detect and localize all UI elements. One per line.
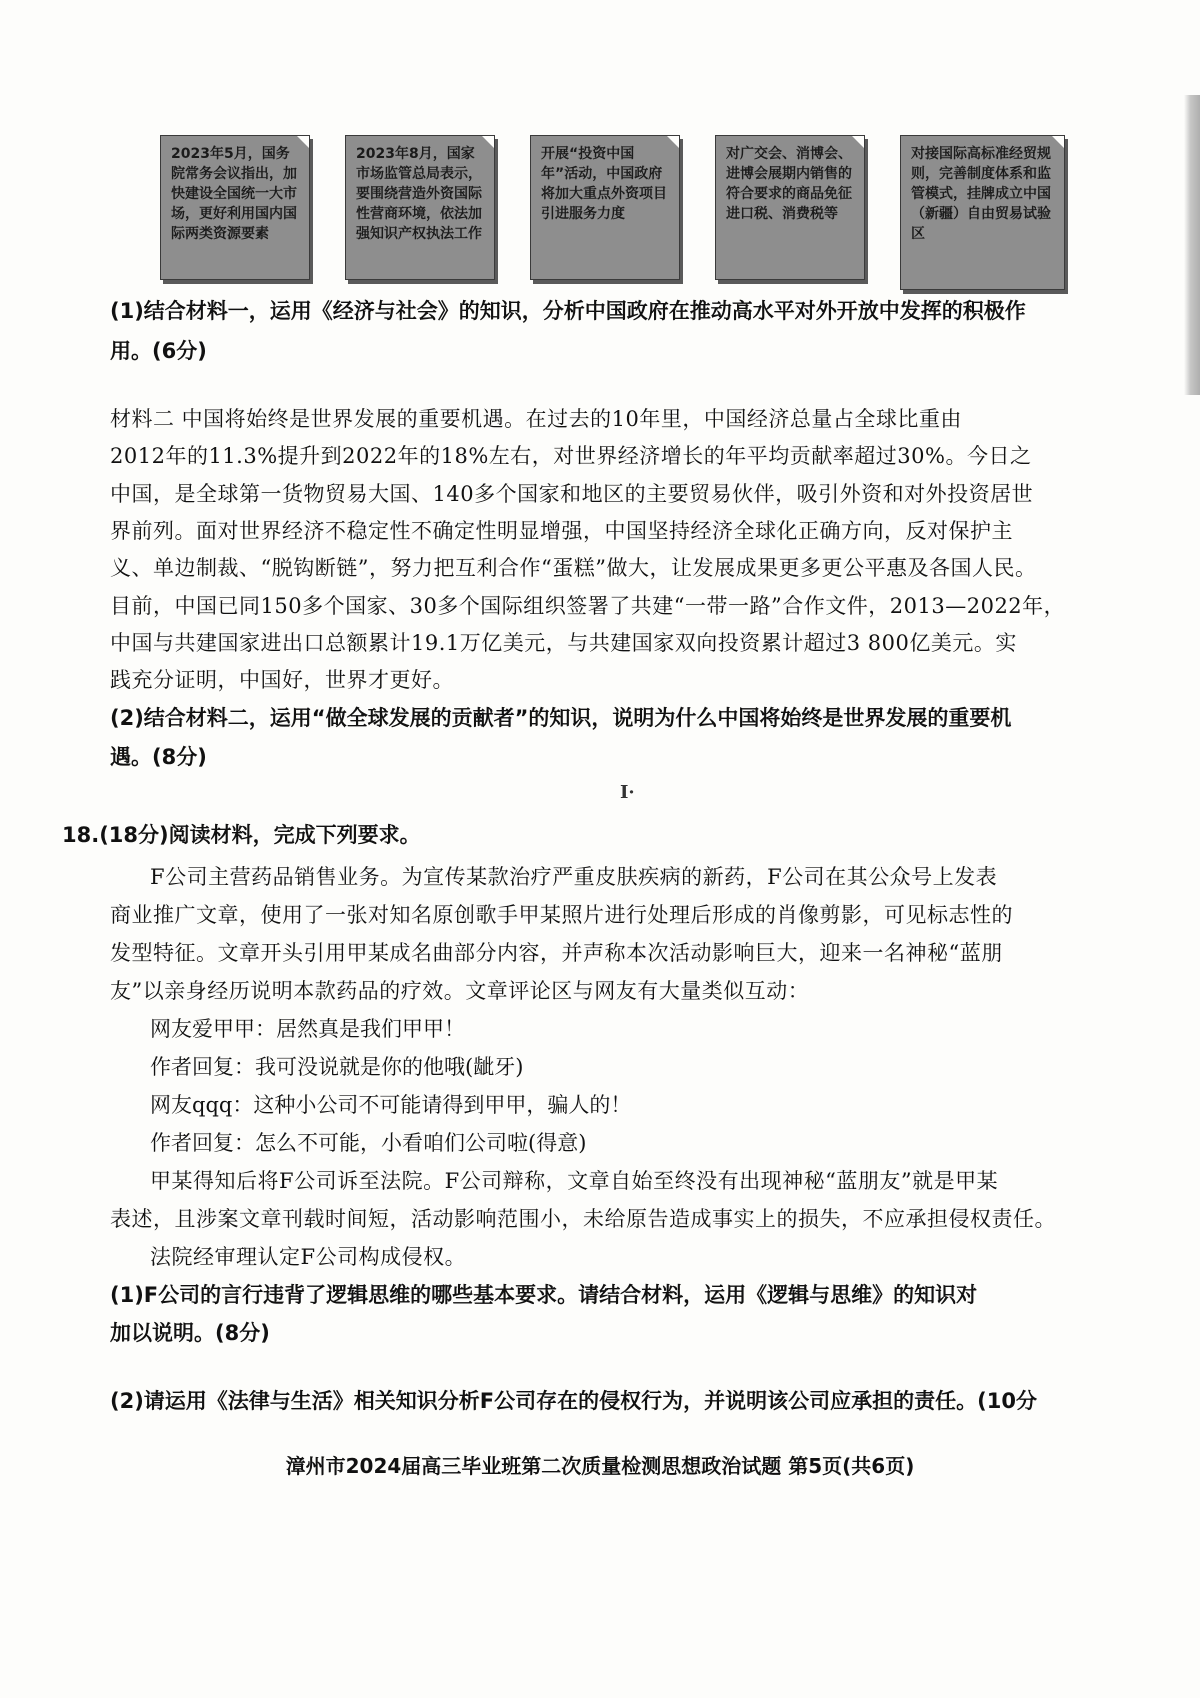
scan-edge-shadow (1184, 95, 1200, 395)
dialogue-line-3: 网友qqq：这种小公司不可能请得到甲甲，骗人的！ (150, 1093, 632, 1117)
q18-1-line-2: 加以说明。(8分) (110, 1321, 270, 1345)
material1-box-3: 开展“投资中国年”活动，中国政府将加大重点外资项目引进服务力度 (530, 135, 680, 280)
material2-line-7: 中国与共建国家进出口总额累计19.1万亿美元，与共建国家双向投资累计超过3 800亿美元。实 (110, 631, 1017, 655)
dialogue-line-1: 网友爱甲甲：居然真是我们甲甲！ (150, 1017, 465, 1041)
material1-box-2: 2023年8月，国家市场监管总局表示，要围绕营造外资国际性营商环境，依法加强知识产权执法工作 (345, 135, 495, 280)
q18-material-line-3: 发型特征。文章开头引用甲某成名曲部分内容，并声称本次活动影响巨大，迎来一名神秘“蓝朋 (110, 941, 1003, 965)
q18-heading: 18.(18分)阅读材料，完成下列要求。 (62, 823, 421, 847)
q18-2-line: (2)请运用《法律与生活》相关知识分析F公司存在的侵权行为，并说明该公司应承担的责任。(10分 (110, 1389, 1037, 1413)
material1-box-1: 2023年5月，国务院常务会议指出，加快建设全国统一大市场，更好利用国内国际两类资源要素 (160, 135, 310, 280)
q18-material-line-1: F公司主营药品销售业务。为宣传某款治疗严重皮肤疾病的新药，F公司在其公众号上发表 (150, 865, 998, 889)
q18-after-line-2: 表述，且涉案文章刊载时间短，活动影响范围小，未给原告造成事实上的损失，不应承担侵权责任。 (110, 1207, 1056, 1231)
material1-box-5: 对接国际高标准经贸规则，完善制度体系和监管模式，挂牌成立中国（新疆）自由贸易试验区 (900, 135, 1065, 290)
material2-line-5: 义、单边制裁、“脱钩断链”，努力把互利合作“蛋糕”做大，让发展成果更多更公平惠及各国人民。 (110, 556, 1037, 580)
q18-material-line-2: 商业推广文章，使用了一张对知名原创歌手甲某照片进行处理后形成的肖像剪影，可见标志性的 (110, 903, 1013, 927)
page-footer: 漳州市2024届高三毕业班第二次质量检测思想政治试题 第5页(共6页) (285, 1454, 915, 1478)
dialogue-line-4: 作者回复：怎么不可能，小看咱们公司啦(得意) (150, 1131, 587, 1155)
material1-box-4: 对广交会、消博会、进博会展期内销售的符合要求的商品免征进口税、消费税等 (715, 135, 865, 280)
material2-line-2: 2012年的11.3%提升到2022年的18%左右，对世界经济增长的年平均贡献率超过30%。今日之 (110, 444, 1032, 468)
q18-after-line-3: 法院经审理认定F公司构成侵权。 (150, 1245, 467, 1269)
q18-material-line-4: 友”以亲身经历说明本款药品的疗效。文章评论区与网友有大量类似互动： (110, 979, 810, 1003)
material2-line-6: 目前，中国已同150多个国家、30多个国际组织签署了共建“一带一路”合作文件，2013—2022年， (110, 594, 1066, 618)
q17-2-line-1: (2)结合材料二，运用“做全球发展的贡献者”的知识，说明为什么中国将始终是世界发展的重要机 (110, 706, 1012, 730)
q17-2-line-2: 遇。(8分) (110, 745, 207, 769)
q18-1-line-1: (1)F公司的言行违背了逻辑思维的哪些基本要求。请结合材料，运用《逻辑与思维》的知识对 (110, 1283, 978, 1307)
material1-boxes (160, 135, 1090, 290)
q18-after-line-1: 甲某得知后将F公司诉至法院。F公司辩称，文章自始至终没有出现神秘“蓝朋友”就是甲某 (150, 1169, 999, 1193)
material2-line-8: 践充分证明，中国好，世界才更好。 (110, 668, 454, 692)
material2-line-4: 界前列。面对世界经济不稳定性不确定性明显增强，中国坚持经济全球化正确方向，反对保护主 (110, 519, 1013, 543)
scan-mark: I· (620, 782, 635, 803)
q17-1-line-2: 用。(6分) (110, 339, 207, 363)
dialogue-line-2: 作者回复：我可没说就是你的他哦(龇牙) (150, 1055, 524, 1079)
q17-1-line-1: (1)结合材料一，运用《经济与社会》的知识，分析中国政府在推动高水平对外开放中发挥的积极作 (110, 299, 1026, 323)
material2-line-1: 材料二 中国将始终是世界发展的重要机遇。在过去的10年里，中国经济总量占全球比重由 (110, 407, 962, 431)
material2-line-3: 中国，是全球第一货物贸易大国、140多个国家和地区的主要贸易伙伴，吸引外资和对外投资居世 (110, 482, 1034, 506)
